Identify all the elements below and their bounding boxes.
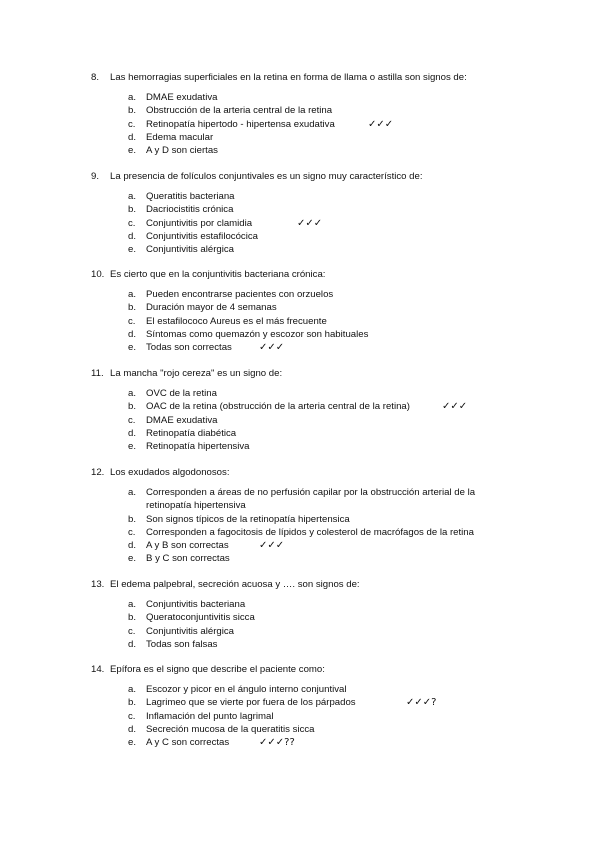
option-letter: c. <box>128 217 136 229</box>
option-letter: a. <box>128 684 137 695</box>
option-letter: e. <box>128 342 137 354</box>
option-text: Queratoconjuntivitis sicca <box>146 612 255 624</box>
option-b <box>0 696 600 709</box>
option-c <box>0 217 600 230</box>
option-text: Retinopatía hipertodo - hipertensa exudativa <box>146 118 335 130</box>
option-text: DMAE exudativa <box>146 414 218 426</box>
option-list <box>0 288 600 354</box>
option-letter: e. <box>128 737 137 749</box>
option-text: Conjuntivitis alérgica <box>146 625 234 637</box>
option-text: El estafilococo Aureus es el más frecuente <box>146 315 327 327</box>
option-text: A y B son correctas <box>146 540 229 552</box>
option-text: A y C son correctas <box>146 737 230 749</box>
option-letter: a. <box>128 487 137 498</box>
check-mark-icon: ✓✓✓ <box>259 342 285 354</box>
option-a <box>0 683 600 696</box>
option-letter: c. <box>128 315 136 327</box>
question-stem <box>0 367 600 381</box>
question-number: 14. <box>91 664 105 675</box>
option-c <box>0 710 600 723</box>
option-c <box>0 315 600 328</box>
option-letter: d. <box>128 723 137 735</box>
option-b <box>0 513 600 526</box>
option-text: Conjuntivitis bacteriana <box>146 599 246 610</box>
check-mark-icon: ✓✓✓ <box>442 401 468 413</box>
question-10 <box>0 268 600 354</box>
check-mark-icon: ✓✓✓? <box>406 697 437 709</box>
option-a <box>0 387 600 400</box>
option-list <box>0 598 600 651</box>
option-e <box>0 736 600 749</box>
option-text: Duración mayor de 4 semanas <box>146 302 277 314</box>
option-text: B y C son correctas <box>146 553 230 565</box>
option-letter: e. <box>128 441 137 453</box>
option-b <box>0 203 600 216</box>
option-d <box>0 539 600 552</box>
check-mark-icon: ✓✓✓ <box>259 540 285 552</box>
option-b <box>0 611 600 624</box>
option-a <box>0 598 600 611</box>
option-a <box>0 288 600 301</box>
option-letter: d. <box>128 328 137 340</box>
option-text: Todas son falsas <box>146 638 218 650</box>
option-letter: c. <box>128 526 136 538</box>
question-number: 11. <box>91 368 104 379</box>
option-letter: d. <box>128 540 137 552</box>
option-text: Retinopatía diabética <box>146 427 237 439</box>
option-letter: a. <box>128 92 137 103</box>
option-d <box>0 230 600 243</box>
question-stem <box>0 268 600 282</box>
option-list <box>0 683 600 749</box>
option-letter: b. <box>128 513 137 525</box>
question-stem <box>0 578 600 592</box>
option-text: Queratitis bacteriana <box>146 191 235 202</box>
option-d <box>0 427 600 440</box>
check-mark-icon: ✓✓✓?? <box>259 737 295 749</box>
option-text: DMAE exudativa <box>146 92 218 103</box>
option-e <box>0 243 600 256</box>
option-a <box>0 91 600 104</box>
option-c <box>0 414 600 427</box>
option-text: Corresponden a fagocitosis de lípidos y colesterol de macrófagos de la retina <box>146 526 474 538</box>
question-text: La mancha "rojo cereza" es un signo de: <box>110 368 283 379</box>
option-letter: e. <box>128 244 137 256</box>
question-stem <box>0 466 600 480</box>
option-text: Lagrimeo que se vierte por fuera de los párpados <box>146 697 356 709</box>
question-text: Las hemorragias superficiales en la retina en forma de llama o astilla son signos de: <box>110 72 467 83</box>
question-number: 8. <box>91 72 100 83</box>
question-text: La presencia de folículos conjuntivales es un signo muy característico de: <box>110 171 423 182</box>
option-text: Retinopatía hipertensiva <box>146 441 250 453</box>
question-text: Los exudados algodonosos: <box>110 467 230 478</box>
option-text: Corresponden a áreas de no perfusión capilar por la obstrucción arterial de la retinopatía hipertensiva <box>146 487 476 512</box>
option-e <box>0 144 600 157</box>
option-text: Pueden encontrarse pacientes con orzuelos <box>146 289 334 300</box>
question-stem <box>0 170 600 184</box>
check-mark-icon: ✓✓✓ <box>297 217 323 229</box>
option-letter: c. <box>128 710 136 722</box>
question-number: 13. <box>91 579 105 590</box>
option-letter: b. <box>128 302 137 314</box>
option-c <box>0 625 600 638</box>
question-stem <box>0 71 600 85</box>
option-letter: b. <box>128 204 137 216</box>
question-text: Epífora es el signo que describe el paciente como: <box>110 664 325 675</box>
question-text: El edema palpebral, secreción acuosa y …. son signos de: <box>110 579 360 590</box>
question-text: Es cierto que en la conjuntivitis bacteriana crónica: <box>110 269 326 280</box>
option-text: Conjuntivitis estafilocócica <box>146 230 258 242</box>
option-letter: c. <box>128 414 136 426</box>
option-d <box>0 638 600 651</box>
option-text: Conjuntivitis por clamidia <box>146 217 253 229</box>
option-letter: e. <box>128 145 137 157</box>
option-letter: d. <box>128 230 137 242</box>
option-letter: a. <box>128 599 137 610</box>
option-b <box>0 400 600 413</box>
option-letter: a. <box>128 289 137 300</box>
question-11 <box>0 367 600 453</box>
option-d <box>0 723 600 736</box>
option-d <box>0 328 600 341</box>
option-b <box>0 301 600 314</box>
option-c <box>0 526 600 539</box>
option-letter: d. <box>128 131 137 143</box>
question-number: 9. <box>91 171 100 182</box>
option-text: Todas son correctas <box>146 342 232 354</box>
option-text: Inflamación del punto lagrimal <box>146 710 274 722</box>
option-text: A y D son ciertas <box>146 145 218 157</box>
option-d <box>0 131 600 144</box>
option-e <box>0 341 600 354</box>
option-letter: b. <box>128 612 137 624</box>
option-text: Son signos típicos de la retinopatía hipertensica <box>146 513 350 525</box>
question-stem <box>0 663 600 677</box>
option-letter: e. <box>128 553 137 565</box>
option-text: OAC de la retina (obstrucción de la arteria central de la retina) <box>146 401 410 413</box>
option-list <box>0 486 600 566</box>
option-list <box>0 190 600 256</box>
option-letter: a. <box>128 191 137 202</box>
option-text: Dacriocistitis crónica <box>146 204 234 216</box>
question-12 <box>0 466 600 566</box>
option-text: Secreción mucosa de la queratitis sicca <box>146 723 315 735</box>
option-b <box>0 104 600 117</box>
question-8 <box>0 71 600 157</box>
option-list <box>0 387 600 453</box>
option-list <box>0 91 600 157</box>
question-13 <box>0 578 600 651</box>
question-14 <box>0 663 600 749</box>
option-text: OVC de la retina <box>146 388 217 399</box>
option-a <box>0 190 600 203</box>
option-letter: a. <box>128 388 137 399</box>
option-text: Escozor y picor en el ángulo interno conjuntival <box>146 684 347 695</box>
option-text: Edema macular <box>146 131 214 143</box>
option-a <box>0 486 600 513</box>
question-number: 10. <box>91 269 105 280</box>
option-text: Síntomas como quemazón y escozor son habituales <box>146 328 369 340</box>
option-letter: c. <box>128 118 136 130</box>
option-letter: d. <box>128 638 137 650</box>
option-letter: c. <box>128 625 136 637</box>
option-letter: b. <box>128 105 137 117</box>
option-c <box>0 118 600 131</box>
option-e <box>0 440 600 453</box>
option-letter: d. <box>128 427 137 439</box>
question-number: 12. <box>91 467 105 478</box>
option-letter: b. <box>128 697 137 709</box>
option-letter: b. <box>128 401 137 413</box>
option-text: Conjuntivitis alérgica <box>146 244 234 256</box>
option-e <box>0 552 600 565</box>
check-mark-icon: ✓✓✓ <box>368 118 394 130</box>
option-text: Obstrucción de la arteria central de la retina <box>146 105 333 117</box>
question-9 <box>0 170 600 256</box>
